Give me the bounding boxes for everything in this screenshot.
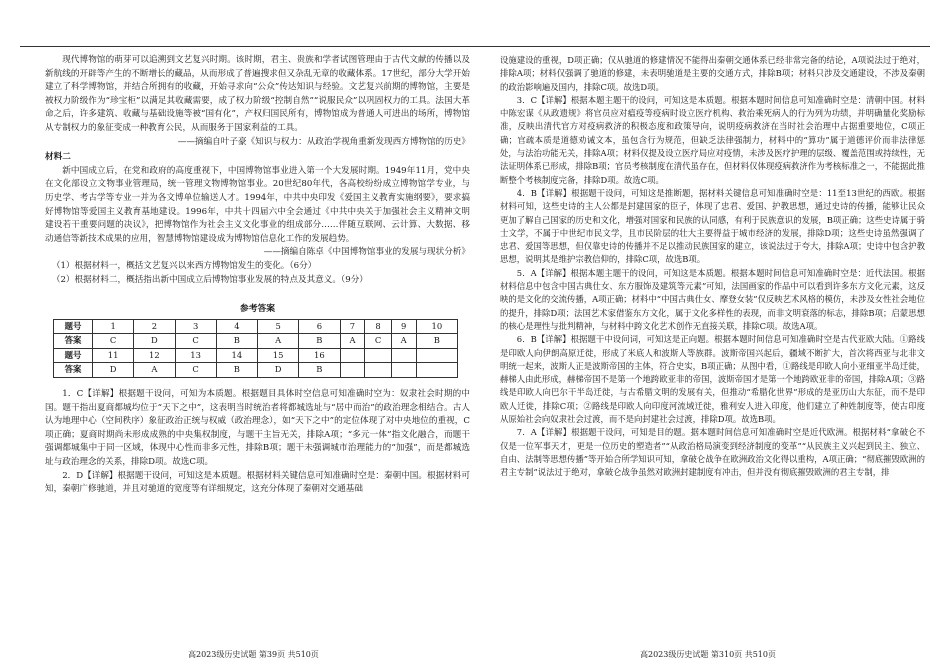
table-cell: 4 xyxy=(216,319,257,334)
table-cell: 1 xyxy=(93,319,134,334)
table-row xyxy=(54,363,458,378)
explanation-7: 7．A【详解】根据题干设问，可知是目的题。据本题时间信息可知准确时空是近代欧洲。根据材料“拿破仑不仅是一位军事天才，更是一位历史的塑造者”“从政治格局演变到经济制度的变革”“从民族主义兴起到民主、独立、自由、法制等思想传播”等开始合所学知识可知，拿破仑战争在欧洲政治文化得以重构，A项正确；“彻底摧毁欧洲的君主专制”说法过于绝对，拿破仑战争虽然对欧洲封建制度有冲击，但并没有彻底摧毁欧洲的君主专制，排 xyxy=(500,427,925,478)
table-cell xyxy=(340,348,365,363)
page-footer-left: 高2023级历史试题 第39页 共510页 xyxy=(188,650,319,659)
material1-source: ——摘编自叶子豪《知识与权力：从政治学视角重新发现西方博物馆的历史》 xyxy=(177,136,470,147)
table-cell: 6 xyxy=(299,319,340,334)
table-cell: A xyxy=(134,363,175,378)
table-cell xyxy=(365,363,391,378)
table-cell: C xyxy=(175,363,216,378)
table-cell: 16 xyxy=(299,348,340,363)
table-row xyxy=(54,319,458,334)
material2-source: ——摘编自陈卓《中国博物馆事业的发展与现状分析》 xyxy=(263,247,470,258)
table-cell: 题号 xyxy=(54,348,93,363)
explanation-2: 2．D【详解】根据题干设问，可知这是本质题。根据材料关键信息可知准确时空是：秦朝中国。根据材料可知，秦朝广修驰道，并且对驰道的宽度等有详细规定，这充分体现了秦朝对交通基础 xyxy=(45,470,470,495)
table-cell: 7 xyxy=(340,319,365,334)
table-cell: A xyxy=(391,334,416,349)
table-cell: 答案 xyxy=(54,334,93,349)
table-cell: B xyxy=(299,363,340,378)
table-cell: 13 xyxy=(175,348,216,363)
table-cell: 题号 xyxy=(54,319,93,334)
table-cell: 8 xyxy=(365,319,391,334)
explanation-5: 5．A【详解】根据本题主题干的设问，可知这是本质题。根据本题时间信息可知准确时空是：近代法国。根据材料信息中包含中国古典仕女、东方服饰及建筑等元素”可知，法国画家的作品中可以看到许多东方文化元素，这反映的是文化的交流传播，A项正确；材料中“中国古典仕女、摩登女装”仅反映艺术风格的模仿，未涉及女性社会地位的提升，排除D项；法国艺术家借鉴东方文化，属于文化多样性的表现，而非文明衰落的标志，排除B项；启蒙思想的核心是理性与批判精神，与材料中跨文化艺术创作无直接关联，排除C项。故选A项。 xyxy=(500,267,925,331)
table-cell: 2 xyxy=(134,319,175,334)
explanation-2-cont: 设施建设的重视，D项正确；仅从驰道的修建情况不能得出秦朝交通体系已经非常完备的结论，A项说法过于绝对，排除A项；材料仅强调了驰道的修建，未表明驰道是主要的交通方式，排除B项；材料只涉及交通建设，不涉及秦朝的政治影响遍及国内，排除C项。故选D项。 xyxy=(500,55,925,92)
table-cell: D xyxy=(134,334,175,349)
table-cell: 11 xyxy=(93,348,134,363)
table-cell xyxy=(416,348,457,363)
table-cell: A xyxy=(258,334,299,349)
table-row xyxy=(54,334,458,349)
answer-title: 参考答案 xyxy=(239,304,276,315)
answer-table xyxy=(53,319,458,378)
table-cell: 答案 xyxy=(54,363,93,378)
table-row xyxy=(54,348,458,363)
table-cell: C xyxy=(365,334,391,349)
table-cell xyxy=(391,348,416,363)
question-1: （1）根据材料一，概括文艺复兴以来西方博物馆发生的变化。（6分） xyxy=(51,260,317,271)
material2-paragraph: 新中国成立后，在党和政府的高度重视下，中国博物馆事业进入第一个大发展时期。1949年11月，党中央在文化部设立文物事业管理局，统一管理文物博物馆事业。20世纪80年代，各高校纷纷成立博物馆学专业，与历史学、考古学等专业一并为各文博单位输送人才。1994年，中共中央印发《爱国主义教育实施纲要》，要求搞好博物馆等爱国主义教育基地建设。1996年，中共十四届六中全会通过《中共中央关于加强社会主义精神文明建设若干重要问题的决议》，把博物馆作为社会主义文化事业的组成部分……伴随互联网、云计算、大数据、移动通信等新技术成果的应用，智慧博物馆建设成为博物馆信息化工作的发展趋势。 xyxy=(45,165,470,244)
left-column xyxy=(45,54,470,497)
table-cell xyxy=(391,363,416,378)
table-cell xyxy=(365,348,391,363)
material1-paragraph: 现代博物馆的萌芽可以追溯到文艺复兴时期。该时期，君主、贵族和学者试图管理由于古代文献的传播以及新航线的开辟等产生的不断增长的藏品，从而形成了普遍搜求但又杂乱无章的收藏体系。17世纪，部分大学开始建立了科学博物馆，并结合所拥有的收藏，开始寻求向“公众”传达知识与经验。文艺复兴前期的博物馆，主要是被权力阶级作为“珍宝柜”以满足其收藏需要，成了权力阶级“控制自然”“说服民众”以巩固权力的工具。法国大革命之后，许多建筑、收藏与基础设施等被“国有化”，产权归国民所有，博物馆成为普通人可进出的场所，博物馆从专制权力的象征变成一种教育公民，从而服务于国家利益的工具。 xyxy=(45,55,470,133)
table-cell xyxy=(416,363,457,378)
table-cell: D xyxy=(258,363,299,378)
right-column xyxy=(500,54,925,480)
table-cell: 15 xyxy=(258,348,299,363)
table-cell: 12 xyxy=(134,348,175,363)
explanation-4: 4．B【详解】根据题干设问，可知这是推断题，据材料关键信息可知准确时空是：11至13世纪的西欧。根据材料可知，这些史诗的主人公都是封建国家的臣子，体现了忠君、爱国、护教思想，通过史诗的传播，能够让民众更加了解自己国家的历史和文化，增强对国家和民族的认同感，有利于民族意识的发展，B项正确；这些史诗属于骑士文学，不属于中世纪市民文学，且市民阶层的壮大主要得益于城市经济的发展，排除D项；这些史诗虽然强调了忠君、爱国等思想，但仅靠史诗的传播并不足以推动民族国家的建立，该说法过于夸大，排除A项；史诗中包含护教思想，说明其是维护宗教信仰的，排除C项，故选B项。 xyxy=(500,187,925,265)
explanation-6: 6．B【详解】根据题干中设问词，可知这是正向题。根据本题时间信息可知准确时空是古代亚欧大陆。①路线是印欧人向伊朗高原迁徙，形成了米底人和波斯人等族群。波斯帝国兴起后，疆域不断扩大，首次将西亚与北非文明统一起来，波斯人正是波斯帝国的主体，符合史实，B项正确；从图中看，①路线是印欧人向小亚细亚半岛迁徙，赫梯人由此形成，赫梯帝国不是第一个地跨欧亚非的帝国，波斯帝国才是第一个地跨欧亚非的帝国，排除A项；③路线是印欧人向巴尔干半岛迁徙，与古希腊文明的发展有关，但推动“希腊化世界”形成的是亚历山大东征，而不是印欧人迁徙，排除C项；②路线是印欧人向印度河流域迁徙，雅利安人进入印度，他们建立了种姓制度等，使古印度从原始社会向奴隶社会过渡，而不是向封建社会过渡，排除D项。故选B项。 xyxy=(500,334,925,425)
table-cell xyxy=(340,363,365,378)
question-2: （2）根据材料二，概括指出新中国成立后博物馆事业发展的特点及其意义。（9分） xyxy=(51,274,368,285)
table-cell: 3 xyxy=(175,319,216,334)
table-cell: 14 xyxy=(216,348,257,363)
table-cell: A xyxy=(340,334,365,349)
table-cell: 10 xyxy=(416,319,457,334)
explanation-3: 3．C【详解】根据本题主题干的设问，可知这是本质题。根据本题时间信息可知准确时空是：清朝中国。材料中陈宏谋《从政遗规》将官员应对瘟疫等疫病时设立医疗机构、救治乘死病人的行为列为功绩，并明确量化奖励标准，反映出清代官方对疫病救济的积极态度和政策导向，说明疫病救济在当时社会治理中占据重要地位，C项正确；官疏本质是道德劝诫文本，虽包含行为规范，但缺乏法律强制力，材料中的“算功”属于道德评价而非法律惩处，与法治功能无关，排除A项；材料仅提及设立医疗局应对疫情，未涉及医疗护理的层级、覆盖范围或持续性，无法证明体系已形成，排除B项；官员考核制度在清代虽存在，但材料仅体现疫病救济作为考核标准之一，不能据此推断整个考核制度完备，排除D项。故选C项。 xyxy=(500,94,925,185)
page-top-rule xyxy=(20,46,930,47)
table-cell: 5 xyxy=(258,319,299,334)
table-cell: B xyxy=(416,334,457,349)
table-cell: B xyxy=(216,334,257,349)
table-cell: D xyxy=(93,363,134,378)
page-footer-right: 高2023级历史试题 第310页 共510页 xyxy=(640,650,776,659)
table-cell: C xyxy=(175,334,216,349)
table-cell: 9 xyxy=(391,319,416,334)
table-cell: B xyxy=(299,334,340,349)
table-cell: B xyxy=(216,363,257,378)
table-cell: C xyxy=(93,334,134,349)
explanation-1: 1．C【详解】根据题干设问，可知为本质题。根据题目具体时空信息可知准确时空为：奴隶社会时期的中国。题干指出夏商都城均位于“天下之中”，这表明当时统治者将都城选址与“居中而治”的政治理念相结合。古人认为地理中心（空间秩序）象征政治正统与权威（政治理念），如“天下之中”的定位体现了对中央地位的重视，C项正确；夏商时期尚未形成成熟的中央集权制度，与题干主旨无关，排除A项；“多元一体”指文化融合，而题干强调都城集中于同一区域，体现中心性而非多元性，排除B项；题干未强调城市治理能力的“加强”，而是都城选址与政治理念的关系，排除D项。故选C项。 xyxy=(45,389,470,468)
material2-title: 材料二 xyxy=(45,152,71,163)
